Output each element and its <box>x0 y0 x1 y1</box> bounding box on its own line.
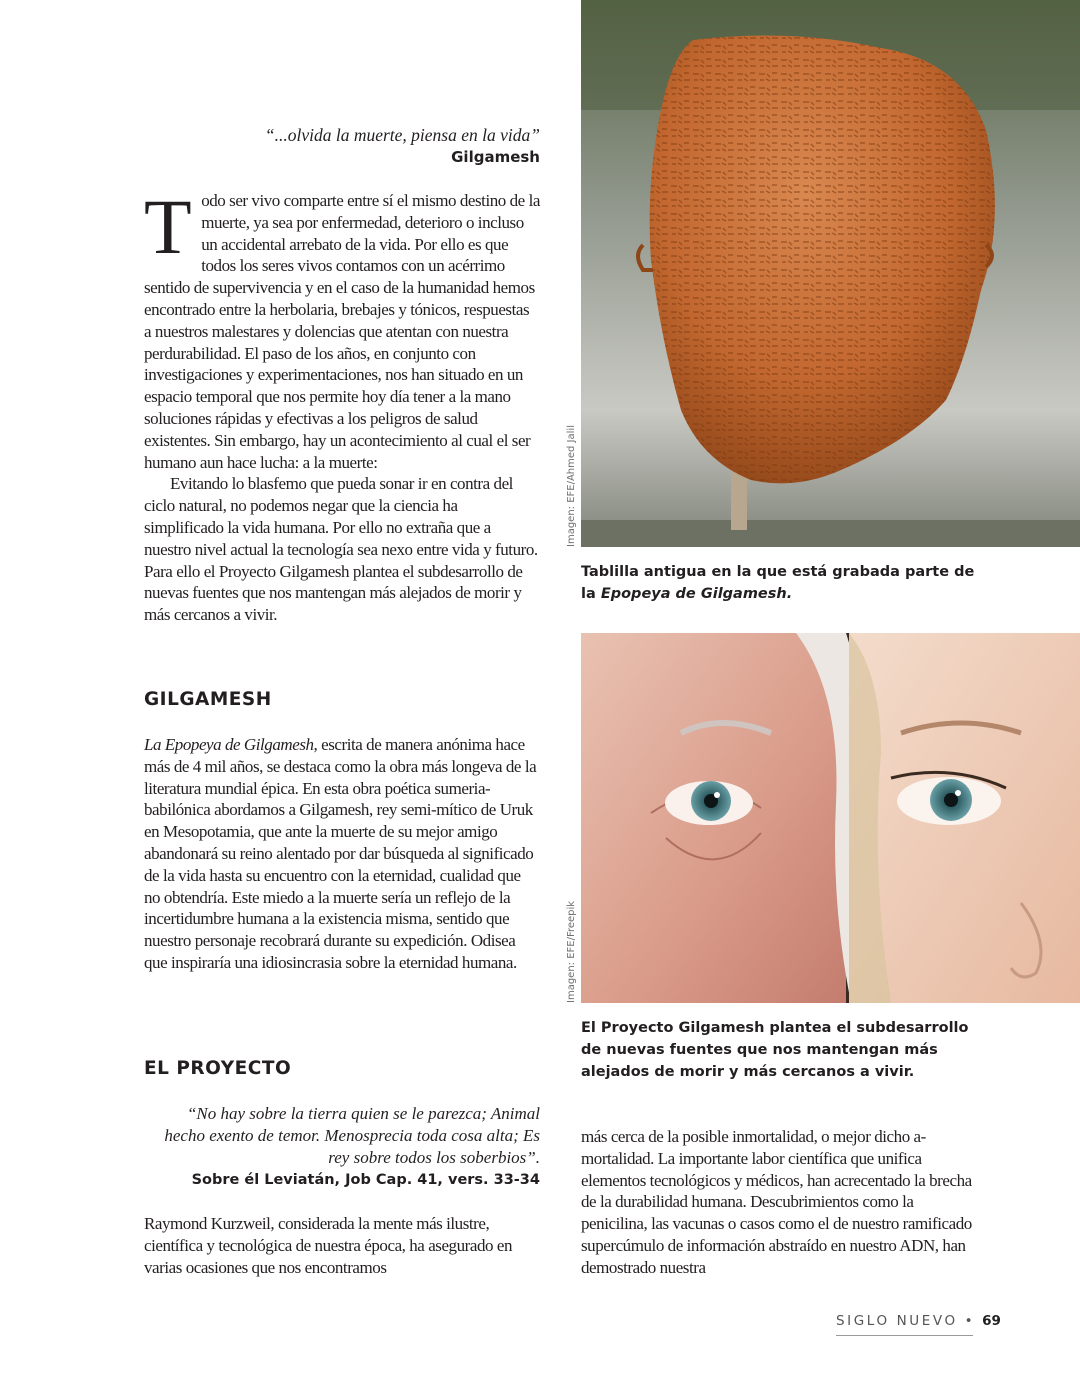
faces-image <box>581 633 1080 1003</box>
faces-photo <box>581 633 1080 1003</box>
leviathan-quote <box>144 1103 540 1191</box>
section-heading-proyecto: EL PROYECTO <box>144 1058 292 1079</box>
proyecto-text-right <box>581 1126 977 1279</box>
epigraph-quote: “...olvida la muerte, piensa en la vida” <box>264 125 540 145</box>
tablet-caption-text: Tablilla antigua en la que está grabada parte de la <box>581 564 975 602</box>
proyecto-paragraph-right: más cerca de la posible inmortalidad, o mejor dicho a-mortalidad. La importante labor científica que unifica elementos tecnológicos y médicos, han acrecentado la brecha de la durabilidad humana. Descubrimientos como la penicilina, las vacunas o casos como el de nuestro ramificado supercúmulo de información abstraído en nuestro ADN, han demostrado nuestra <box>581 1127 972 1277</box>
tablet-caption <box>581 561 980 605</box>
page-footer <box>836 1313 1001 1336</box>
intro-paragraph-1 <box>144 183 540 473</box>
intro-paragraph-1-text: odo ser vivo comparte entre sí el mismo destino de la muerte, ya sea por enfermedad, deterioro o incluso un accidental arrebato de la vida. Por ello es que todos los seres vivos contamos con un acérrimo sentido de supervivencia y en el caso de la humanidad hemos encontrado entre la herbolaria, brebajes y tónicos, respuestas a nuestros malestares y dolencias que atentan con nuestra perdurabilidad. El paso de los años, en conjunto con investigaciones y experimentaciones, nos han situado en un espacio temporal que nos permite hoy día tener a la mano soluciones rápidas y efectivas a los peligros de salud existentes. Sin embargo, hay un acontecimiento al cual el ser humano aun hace lucha: a la muerte: <box>144 191 540 472</box>
proyecto-paragraph-left: Raymond Kurzweil, considerada la mente más ilustre, científica y tecnológica de nuestra época, ha asegurado en varias ocasiones que nos encontramos <box>144 1214 513 1277</box>
tablet-photo-credit: Imagen: EFE/Ahmed Jalil <box>566 425 577 547</box>
epigraph <box>144 124 540 168</box>
leviathan-quote-text: “No hay sobre la tierra quien se le parezca; Animal hecho exento de temor. Menosprecia toda cosa alta; Es rey sobre todos los soberbios”. <box>164 1104 540 1167</box>
leviathan-quote-source: Sobre él Leviatán, Job Cap. 41, vers. 33-34 <box>191 1172 540 1188</box>
page-number: 69 <box>982 1313 1001 1329</box>
faces-caption: El Proyecto Gilgamesh plantea el subdesarrollo de nuevas fuentes que nos mantengan más alejados de morir y más cercanos a vivir. <box>581 1020 969 1080</box>
tablet-photo <box>581 0 1080 547</box>
magazine-name: SIGLO NUEVO <box>836 1313 958 1329</box>
tablet-image <box>581 0 1080 547</box>
intro-paragraph-2: Evitando lo blasfemo que pueda sonar ir en contra del ciclo natural, no podemos negar que la ciencia ha simplificado la vida humana. Por ello no extraña que a nuestro nivel actual la tecnología sea nexo entre vida y futuro. Para ello el Proyecto Gilgamesh plantea el subdesarrollo de nuevas fuentes que nos mantengan más alejados de morir y más cercanos a vivir. <box>144 474 538 625</box>
footer-separator: • <box>964 1313 976 1329</box>
faces-photo-credit: Imagen: EFE/Freepik <box>566 900 577 1003</box>
proyecto-text-left <box>144 1213 540 1278</box>
epigraph-author: Gilgamesh <box>451 148 540 166</box>
tablet-caption-italic: Epopeya de Gilgamesh. <box>600 586 793 602</box>
gilgamesh-paragraph-text: , escrita de manera anónima hace más de 4 mil años, se destaca como la obra más longeva de la literatura mundial épica. En esta obra poética sumeria-babilónica abordamos a Gilgamesh, rey semi-mítico de Uruk en Mesopotamia, que ante la muerte de su mejor amigo abandonará su reino alentado por dar búsqueda al significado de la vida hasta su encuentro con la eternidad, cualidad que no obtendría. Este miedo a la muerte sería un reflejo de la incertidumbre humana a la existencia misma, sentido que nuestro personaje recobrará durante su expedición. Odisea que inspiraría una idiosincrasia sobre la eternidad humana. <box>144 735 537 972</box>
intro-text <box>144 183 540 626</box>
epic-title: La Epopeya de Gilgamesh <box>144 735 314 754</box>
drop-cap: T <box>144 183 192 270</box>
section-gilgamesh-text <box>144 734 540 974</box>
section-heading-gilgamesh: GILGAMESH <box>144 689 272 710</box>
gilgamesh-paragraph <box>144 734 540 974</box>
